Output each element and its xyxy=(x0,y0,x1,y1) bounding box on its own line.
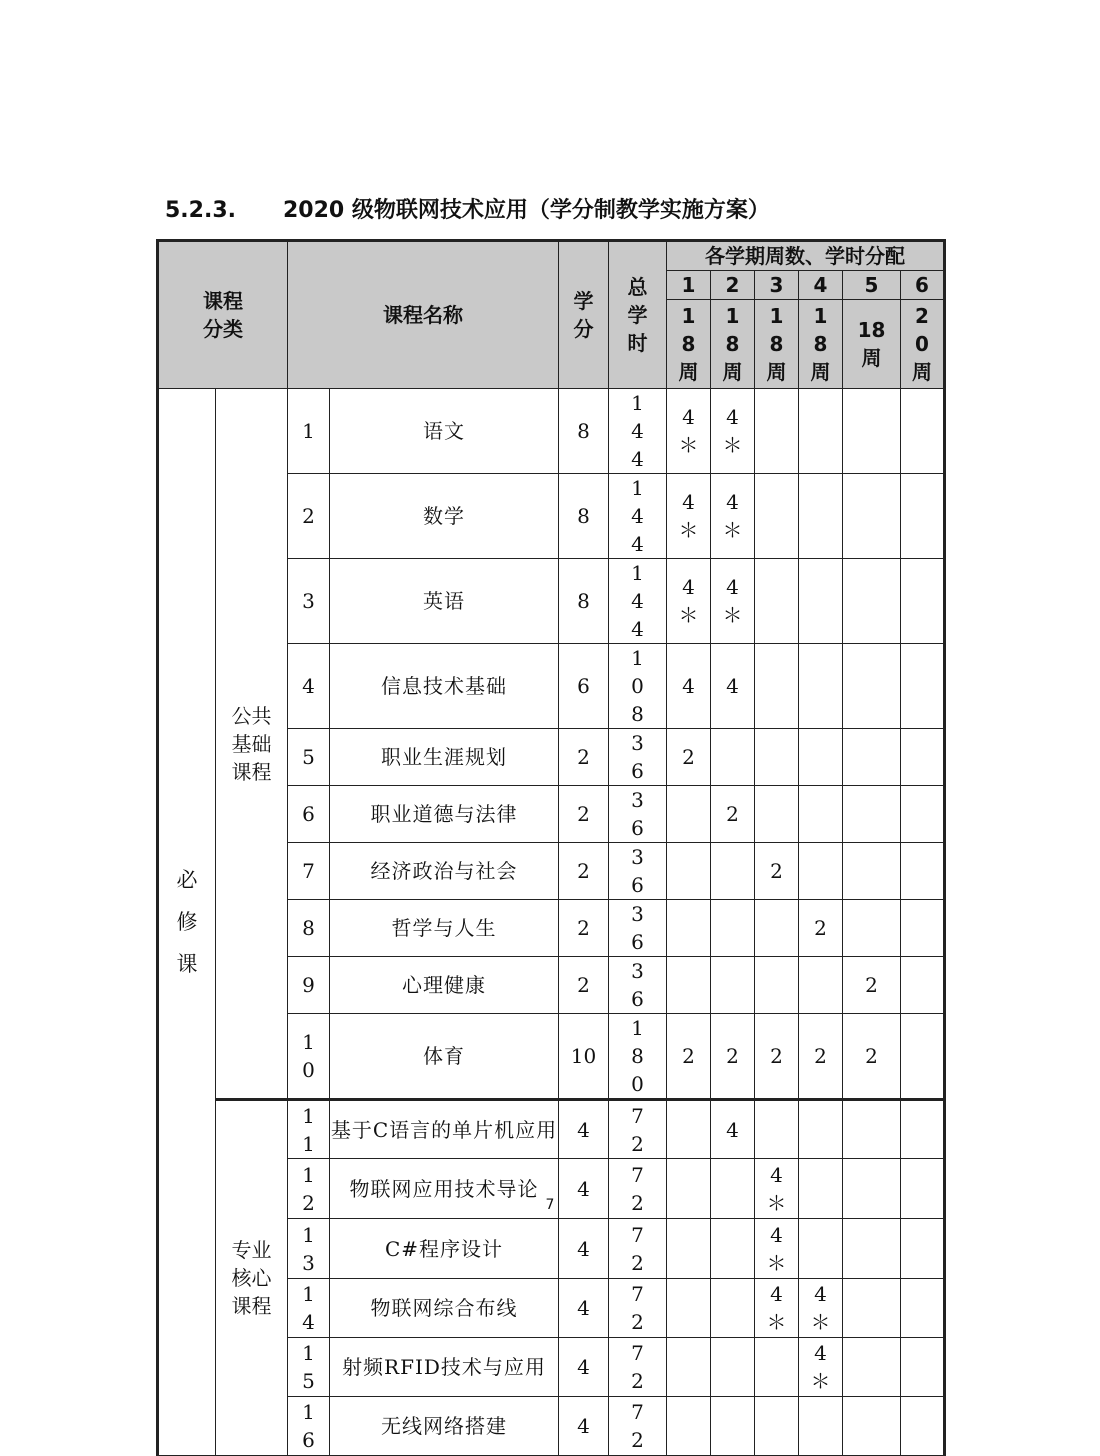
course-credit: 4 xyxy=(559,1159,609,1219)
course-name: 物联网应用技术导论 xyxy=(330,1159,559,1219)
semester-1-hours xyxy=(667,1100,711,1159)
course-number: 8 xyxy=(288,900,330,957)
semester-6-hours xyxy=(901,1014,945,1100)
semester-1-hours: 2 xyxy=(667,1014,711,1100)
semester-1-hours: 4＊ xyxy=(667,389,711,474)
course-name: 职业生涯规划 xyxy=(330,729,559,786)
semester-2-hours xyxy=(711,900,755,957)
semester-3-hours xyxy=(755,1100,799,1159)
course-hours: 144 xyxy=(609,474,667,559)
header-total-hours: 总学时 xyxy=(609,241,667,389)
semester-4-hours xyxy=(799,957,843,1014)
semester-5-hours xyxy=(843,559,901,644)
semester-6-hours xyxy=(901,900,945,957)
course-hours: 144 xyxy=(609,389,667,474)
course-name: 无线网络搭建 xyxy=(330,1397,559,1456)
semester-3-hours: 4＊ xyxy=(755,1279,799,1338)
course-number: 4 xyxy=(288,644,330,729)
course-credit: 8 xyxy=(559,389,609,474)
semester-4-hours xyxy=(799,843,843,900)
course-hours: 108 xyxy=(609,644,667,729)
semester-3-hours xyxy=(755,389,799,474)
section-heading xyxy=(165,193,770,224)
course-number: 16 xyxy=(288,1397,330,1456)
course-hours: 72 xyxy=(609,1219,667,1279)
semester-3-hours xyxy=(755,900,799,957)
semester-3-hours xyxy=(755,1338,799,1397)
semester-3-hours xyxy=(755,786,799,843)
table-row xyxy=(158,389,945,474)
course-hours: 72 xyxy=(609,1159,667,1219)
semester-4-hours xyxy=(799,729,843,786)
semester-5-hours xyxy=(843,843,901,900)
course-number: 1 xyxy=(288,389,330,474)
header-semester-group: 各学期周数、学时分配 xyxy=(667,241,945,271)
course-name: 语文 xyxy=(330,389,559,474)
semester-5-hours xyxy=(843,1279,901,1338)
semester-2-hours xyxy=(711,729,755,786)
semester-3-hours xyxy=(755,1397,799,1456)
semester-1-hours xyxy=(667,900,711,957)
semester-2-hours: 4 xyxy=(711,1100,755,1159)
semester-1-hours: 4＊ xyxy=(667,559,711,644)
semester-6-hours xyxy=(901,1338,945,1397)
semester-6-hours xyxy=(901,644,945,729)
course-hours: 72 xyxy=(609,1397,667,1456)
semester-1-hours: 4＊ xyxy=(667,474,711,559)
semester-4-hours: 4＊ xyxy=(799,1338,843,1397)
course-number: 10 xyxy=(288,1014,330,1100)
semester-3-hours xyxy=(755,729,799,786)
semester-1-hours xyxy=(667,843,711,900)
semester-5-hours: 2 xyxy=(843,1014,901,1100)
semester-2-hours xyxy=(711,957,755,1014)
page-number: 7 xyxy=(545,1197,555,1213)
header-semester-3: 3 xyxy=(755,271,799,300)
semester-6-hours xyxy=(901,843,945,900)
semester-5-hours xyxy=(843,1219,901,1279)
course-credit: 10 xyxy=(559,1014,609,1100)
course-hours: 36 xyxy=(609,729,667,786)
course-number: 3 xyxy=(288,559,330,644)
course-name: 信息技术基础 xyxy=(330,644,559,729)
section-title: 2020 级物联网技术应用（学分制教学实施方案） xyxy=(283,198,770,223)
semester-1-hours: 4 xyxy=(667,644,711,729)
semester-3-hours xyxy=(755,559,799,644)
semester-6-hours xyxy=(901,1279,945,1338)
course-name: 心理健康 xyxy=(330,957,559,1014)
semester-5-hours xyxy=(843,644,901,729)
semester-4-hours xyxy=(799,1397,843,1456)
semester-1-hours xyxy=(667,1397,711,1456)
course-credit: 8 xyxy=(559,559,609,644)
semester-6-hours xyxy=(901,729,945,786)
semester-2-hours xyxy=(711,1397,755,1456)
course-name: 英语 xyxy=(330,559,559,644)
course-hours: 72 xyxy=(609,1338,667,1397)
course-number: 15 xyxy=(288,1338,330,1397)
semester-6-hours xyxy=(901,786,945,843)
course-number: 6 xyxy=(288,786,330,843)
course-number: 5 xyxy=(288,729,330,786)
course-number: 12 xyxy=(288,1159,330,1219)
semester-4-hours xyxy=(799,559,843,644)
semester-3-hours: 2 xyxy=(755,843,799,900)
header-semester-4-weeks: 18周 xyxy=(799,300,843,389)
semester-3-hours: 4＊ xyxy=(755,1219,799,1279)
course-number: 11 xyxy=(288,1100,330,1159)
semester-6-hours xyxy=(901,1100,945,1159)
group-label: 专业核心课程 xyxy=(216,1100,288,1456)
header-category: 课程分类 xyxy=(158,241,288,389)
header-semester-6-weeks: 20周 xyxy=(901,300,945,389)
header-semester-2-weeks: 18周 xyxy=(711,300,755,389)
header-semester-1: 1 xyxy=(667,271,711,300)
semester-2-hours xyxy=(711,1219,755,1279)
course-hours: 144 xyxy=(609,559,667,644)
course-hours: 36 xyxy=(609,786,667,843)
semester-1-hours xyxy=(667,957,711,1014)
semester-5-hours xyxy=(843,786,901,843)
semester-2-hours: 4＊ xyxy=(711,474,755,559)
semester-4-hours xyxy=(799,644,843,729)
semester-3-hours: 4＊ xyxy=(755,1159,799,1219)
header-course-name: 课程名称 xyxy=(288,241,559,389)
course-hours: 72 xyxy=(609,1279,667,1338)
course-number: 13 xyxy=(288,1219,330,1279)
semester-4-hours: 2 xyxy=(799,1014,843,1100)
header-semester-5: 5 xyxy=(843,271,901,300)
section-number: 5.2.3. xyxy=(165,198,236,223)
semester-5-hours: 2 xyxy=(843,957,901,1014)
course-hours: 36 xyxy=(609,957,667,1014)
course-hours: 180 xyxy=(609,1014,667,1100)
course-credit: 4 xyxy=(559,1100,609,1159)
curriculum-table xyxy=(156,239,946,1456)
semester-5-hours xyxy=(843,900,901,957)
semester-6-hours xyxy=(901,957,945,1014)
course-credit: 4 xyxy=(559,1338,609,1397)
course-number: 9 xyxy=(288,957,330,1014)
semester-2-hours: 4＊ xyxy=(711,389,755,474)
semester-1-hours: 2 xyxy=(667,729,711,786)
table-row xyxy=(158,1100,945,1159)
course-credit: 2 xyxy=(559,843,609,900)
semester-3-hours xyxy=(755,644,799,729)
header-semester-3-weeks: 18周 xyxy=(755,300,799,389)
semester-6-hours xyxy=(901,389,945,474)
course-credit: 4 xyxy=(559,1279,609,1338)
semester-5-hours xyxy=(843,1100,901,1159)
semester-4-hours xyxy=(799,1219,843,1279)
semester-3-hours: 2 xyxy=(755,1014,799,1100)
course-hours: 72 xyxy=(609,1100,667,1159)
required-course-label: 必修课 xyxy=(158,389,216,1456)
semester-2-hours xyxy=(711,843,755,900)
semester-6-hours xyxy=(901,474,945,559)
course-credit: 2 xyxy=(559,729,609,786)
semester-4-hours xyxy=(799,1100,843,1159)
semester-3-hours xyxy=(755,474,799,559)
course-name: 哲学与人生 xyxy=(330,900,559,957)
semester-4-hours xyxy=(799,474,843,559)
semester-4-hours xyxy=(799,389,843,474)
course-credit: 2 xyxy=(559,786,609,843)
course-credit: 8 xyxy=(559,474,609,559)
header-semester-4: 4 xyxy=(799,271,843,300)
header-credit: 学分 xyxy=(559,241,609,389)
course-credit: 6 xyxy=(559,644,609,729)
semester-5-hours xyxy=(843,729,901,786)
course-name: 物联网综合布线 xyxy=(330,1279,559,1338)
course-number: 2 xyxy=(288,474,330,559)
header-semester-5-weeks: 18周 xyxy=(843,300,901,389)
semester-2-hours: 2 xyxy=(711,1014,755,1100)
course-number: 7 xyxy=(288,843,330,900)
header-semester-1-weeks: 18周 xyxy=(667,300,711,389)
semester-6-hours xyxy=(901,1397,945,1456)
course-name: 经济政治与社会 xyxy=(330,843,559,900)
course-hours: 36 xyxy=(609,843,667,900)
course-name: C#程序设计 xyxy=(330,1219,559,1279)
semester-5-hours xyxy=(843,1397,901,1456)
course-hours: 36 xyxy=(609,900,667,957)
course-credit: 4 xyxy=(559,1397,609,1456)
semester-6-hours xyxy=(901,1219,945,1279)
semester-3-hours xyxy=(755,957,799,1014)
semester-2-hours xyxy=(711,1279,755,1338)
semester-5-hours xyxy=(843,389,901,474)
course-credit: 2 xyxy=(559,900,609,957)
semester-2-hours xyxy=(711,1338,755,1397)
semester-1-hours xyxy=(667,1338,711,1397)
course-credit: 2 xyxy=(559,957,609,1014)
semester-2-hours: 4 xyxy=(711,644,755,729)
header-semester-6: 6 xyxy=(901,271,945,300)
semester-1-hours xyxy=(667,786,711,843)
semester-2-hours: 2 xyxy=(711,786,755,843)
semester-1-hours xyxy=(667,1219,711,1279)
header-semester-2: 2 xyxy=(711,271,755,300)
semester-4-hours xyxy=(799,786,843,843)
course-name: 基于C语言的单片机应用 xyxy=(330,1100,559,1159)
course-name: 射频RFID技术与应用 xyxy=(330,1338,559,1397)
semester-1-hours xyxy=(667,1279,711,1338)
semester-5-hours xyxy=(843,1338,901,1397)
course-number: 14 xyxy=(288,1279,330,1338)
course-name: 数学 xyxy=(330,474,559,559)
semester-4-hours: 4＊ xyxy=(799,1279,843,1338)
semester-5-hours xyxy=(843,474,901,559)
semester-4-hours: 2 xyxy=(799,900,843,957)
group-label: 公共基础课程 xyxy=(216,389,288,1100)
semester-2-hours: 4＊ xyxy=(711,559,755,644)
semester-6-hours xyxy=(901,559,945,644)
course-name: 体育 xyxy=(330,1014,559,1100)
course-credit: 4 xyxy=(559,1219,609,1279)
course-name: 职业道德与法律 xyxy=(330,786,559,843)
